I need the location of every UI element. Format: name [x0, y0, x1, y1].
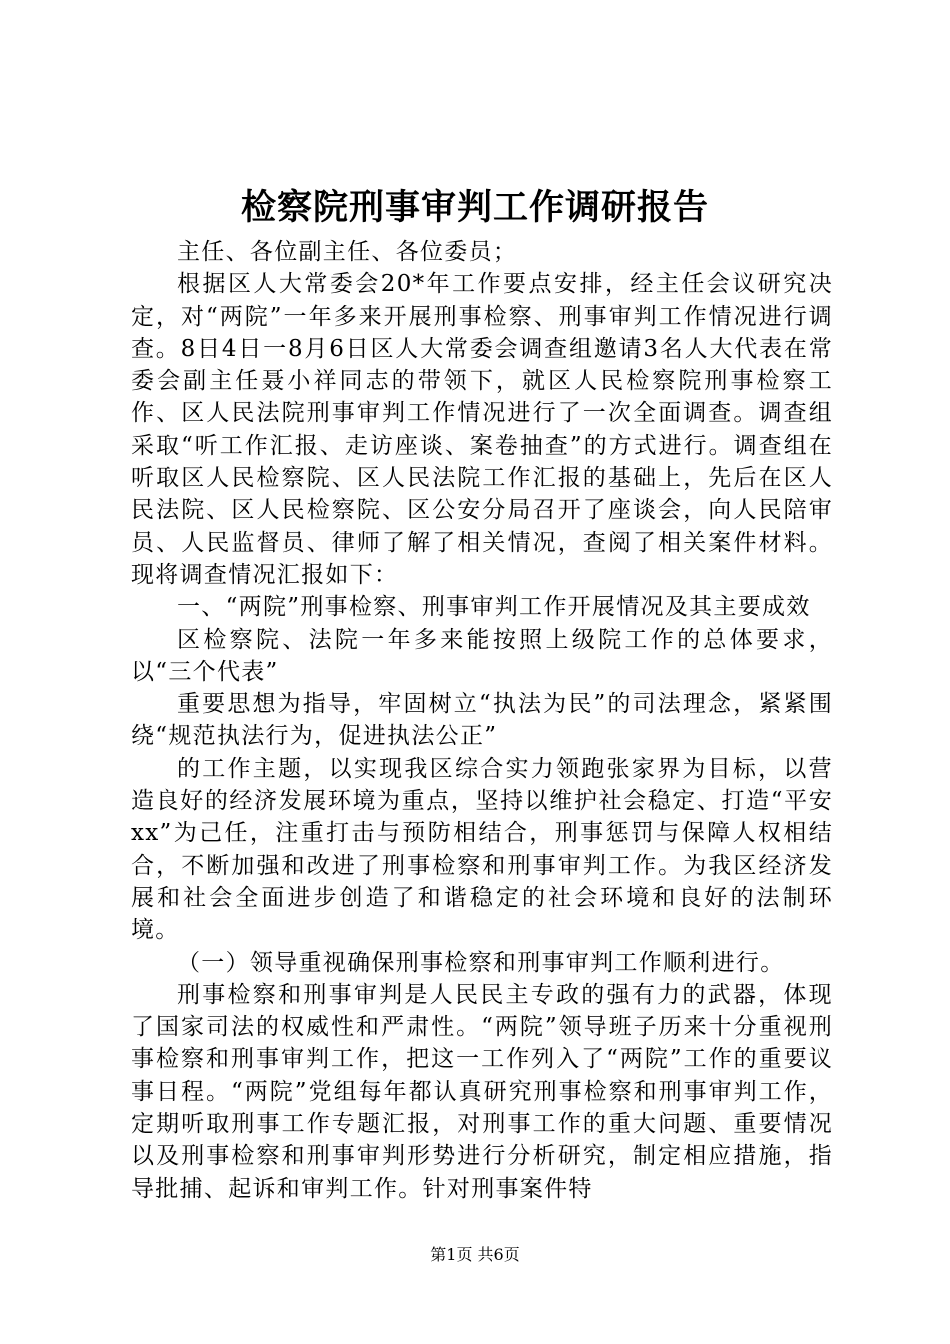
document-body	[131, 236, 833, 1205]
body-paragraph: 的工作主题，以实现我区综合实力领跑张家界为目标，以营造良好的经济发展环境为重点，坚持以维护社会稳定、打造“平安xx”为己任，注重打击与预防相结合，刑事惩罚与保障人权相结合，不断加强和改进了刑事检察和刑事审判工作。为我区经济发展和社会全面进步创造了和谐稳定的社会环境和良好的法制环境。	[131, 755, 833, 944]
salutation-paragraph: 主任、各位副主任、各位委员；	[177, 239, 518, 265]
section-heading: 一、“两院”刑事检察、刑事审判工作开展情况及其主要成效	[177, 594, 811, 621]
body-paragraph: 重要思想为指导，牢固树立“执法为民”的司法理念，紧紧围绕“规范执法行为，促进执法公正”	[131, 691, 833, 750]
document-title: 检察院刑事审判工作调研报告	[240, 187, 709, 228]
subsection-heading: （一）领导重视确保刑事检察和刑事审判工作顺利进行。	[177, 949, 785, 976]
body-paragraph: 刑事检察和刑事审判是人民民主专政的强有力的武器，体现了国家司法的权威性和严肃性。“两院”领导班子历来十分重视刑事检察和刑事审判工作，把这一工作列入了“两院”工作的重要议事日程。“两院”党组每年都认真研究刑事检察和刑事审判工作，定期听取刑事工作专题汇报，对刑事工作的重大问题、重要情况以及刑事检察和刑事审判形势进行分析研究，制定相应措施，指导批捕、起诉和审判工作。针对刑事案件特	[131, 981, 833, 1202]
page-number-footer: 第1页 共6页	[430, 1245, 520, 1264]
body-paragraph: 根据区人大常委会20*年工作要点安排，经主任会议研究决定，对“两院”一年多来开展刑事检察、刑事审判工作情况进行调查。8日4日一8月6日区人大常委会调查组邀请3名人大代表在常委会副主任聂小祥同志的带领下，就区人民检察院刑事检察工作、区人民法院刑事审判工作情况进行了一次全面调查。调查组采取“听工作汇报、走访座谈、案卷抽查”的方式进行。调查组在听取区人民检察院、区人民法院工作汇报的基础上，先后在区人民法院、区人民检察院、区公安分局召开了座谈会，向人民陪审员、人民监督员、律师了解了相关情况，查阅了相关案件材料。现将调查情况汇报如下：	[131, 271, 833, 588]
body-paragraph: 区检察院、法院一年多来能按照上级院工作的总体要求，以“三个代表”	[131, 626, 833, 685]
